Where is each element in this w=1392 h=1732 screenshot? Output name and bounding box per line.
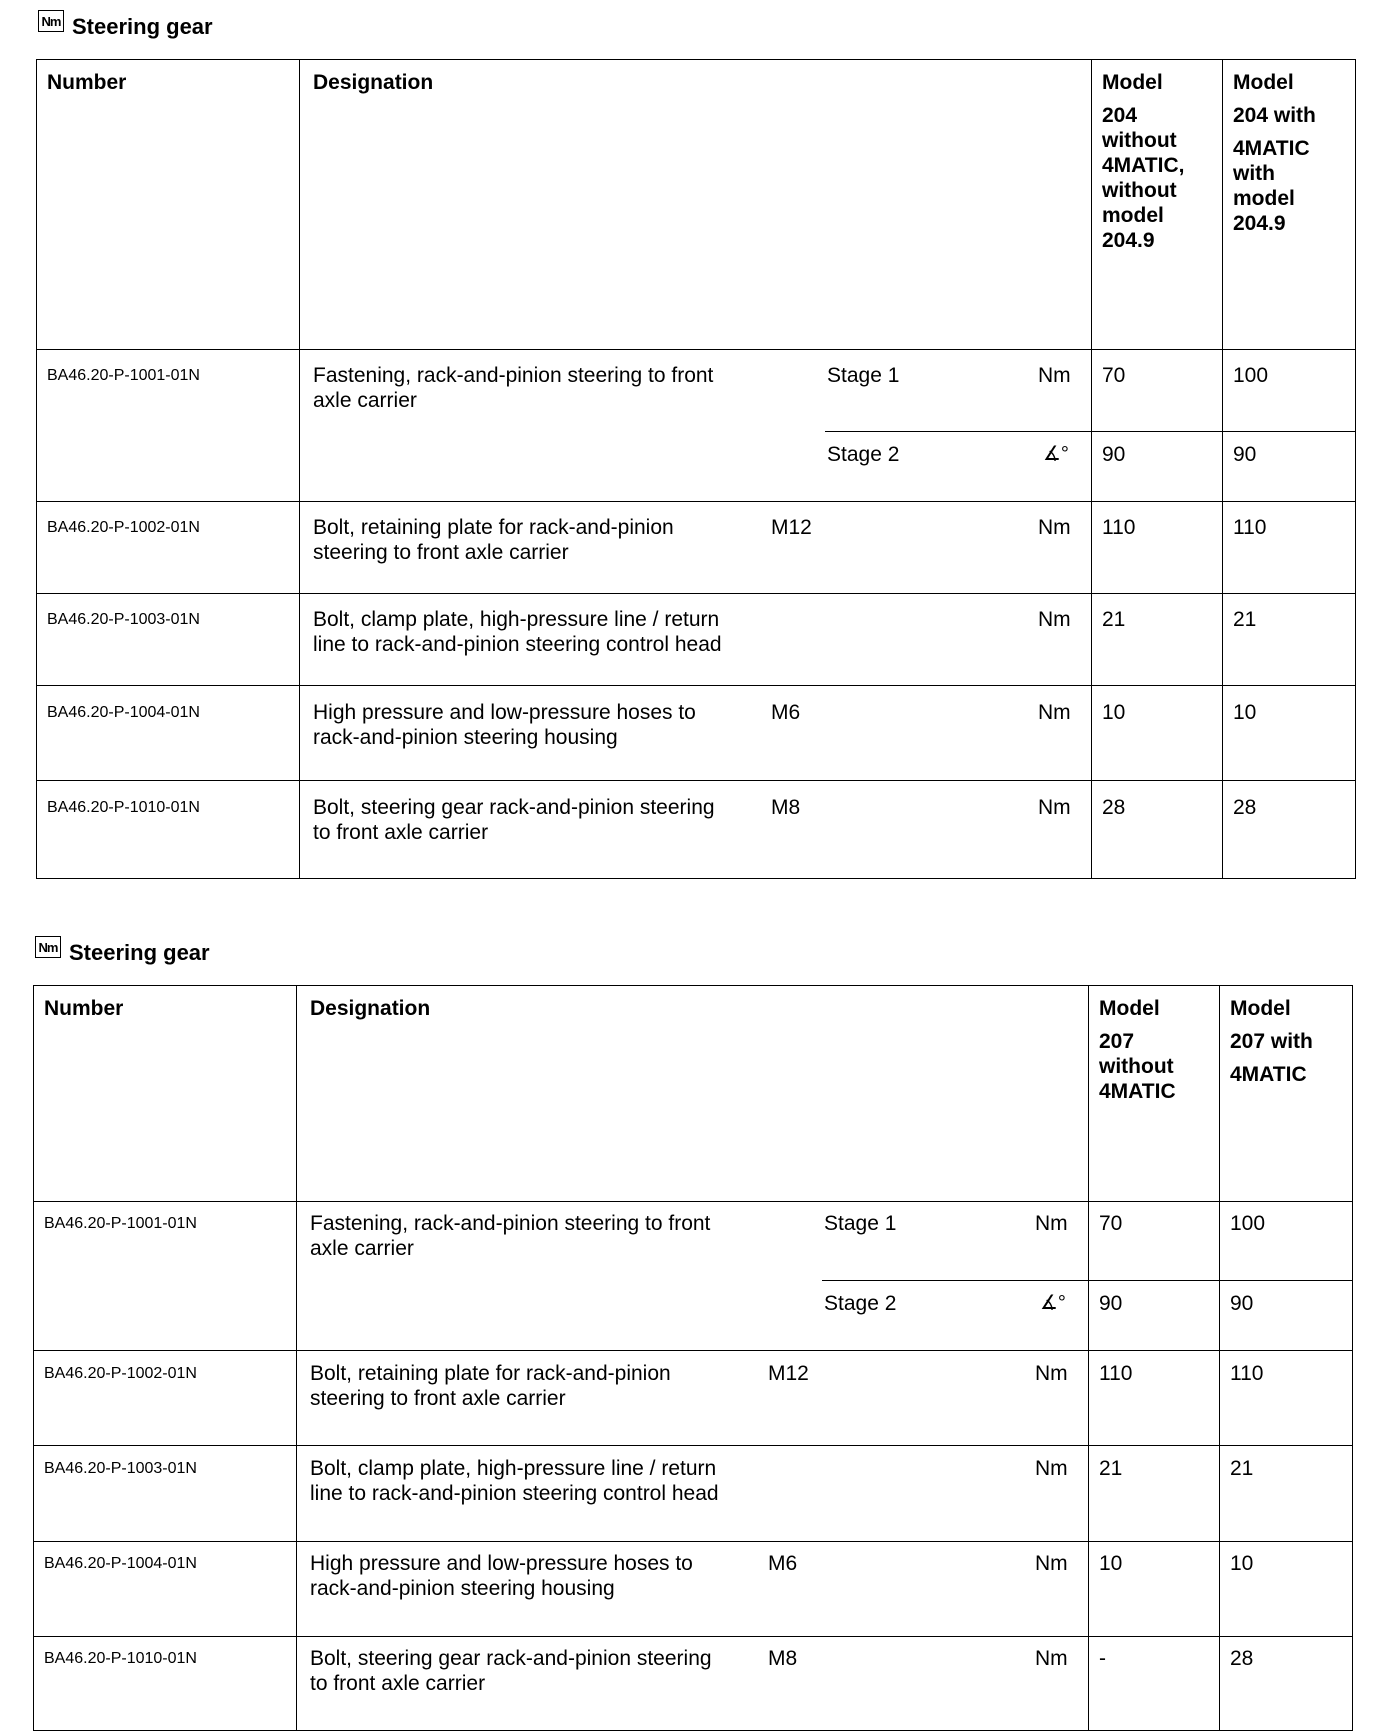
header-designation: Designation [313, 71, 434, 94]
row-unit: Nm [1035, 1212, 1068, 1235]
row-value-b: 100 [1233, 364, 1269, 387]
row-value-b: 110 [1230, 1362, 1264, 1385]
row-value-b: 28 [1233, 796, 1257, 819]
row-value-b: 10 [1230, 1552, 1254, 1575]
row-size: M6 [771, 701, 801, 724]
row-unit: Nm [1035, 1362, 1068, 1385]
header-number: Number [47, 71, 127, 94]
row-value-a: 10 [1099, 1552, 1123, 1575]
header-model-a: Model 204 without 4MATIC, without model 204.9 [1102, 71, 1185, 252]
row-value-a: 90 [1099, 1292, 1123, 1315]
row-designation: Bolt, steering gear rack-and-pinion steering to front axle carrier [310, 1647, 712, 1695]
section-title-text: Steering gear [72, 14, 213, 39]
row-number: BA46.20-P-1003-01N [44, 1460, 197, 1477]
row-unit: Nm [1038, 516, 1071, 539]
row-size: M12 [768, 1362, 809, 1385]
row-designation: High pressure and low-pressure hoses to rack-and-pinion steering housing [310, 1552, 693, 1600]
row-number: BA46.20-P-1004-01N [47, 704, 200, 721]
row-unit: Nm [1038, 608, 1071, 631]
row-number: BA46.20-P-1001-01N [44, 1215, 197, 1232]
row-value-b: 90 [1233, 443, 1257, 466]
row-stage-2: Stage 2 [824, 1292, 897, 1315]
row-designation: Bolt, retaining plate for rack-and-pinion steering to front axle carrier [310, 1362, 671, 1410]
row-value-b: 100 [1230, 1212, 1266, 1235]
section-title [35, 940, 210, 966]
row-stage-1: Stage 1 [824, 1212, 897, 1235]
row-designation: Bolt, clamp plate, high-pressure line / return line to rack-and-pinion steering control head [313, 608, 722, 656]
header-designation: Designation [310, 997, 431, 1020]
row-unit: Nm [1038, 796, 1071, 819]
row-value-a: 21 [1102, 608, 1126, 631]
angle-icon: ∡° [1040, 1292, 1066, 1314]
row-unit: Nm [1038, 364, 1071, 387]
row-value-a: 70 [1099, 1212, 1123, 1235]
row-unit: Nm [1038, 701, 1071, 724]
row-value-a: - [1099, 1647, 1106, 1670]
row-stage-2: Stage 2 [827, 443, 900, 466]
header-model-a: Model 207 without 4MATIC [1099, 997, 1176, 1103]
row-value-a: 10 [1102, 701, 1126, 724]
row-designation: Bolt, retaining plate for rack-and-pinion steering to front axle carrier [313, 516, 674, 564]
row-value-b: 10 [1233, 701, 1257, 724]
torque-table [33, 985, 1353, 1731]
row-number: BA46.20-P-1002-01N [47, 519, 200, 536]
row-size: M8 [771, 796, 801, 819]
row-stage-1: Stage 1 [827, 364, 900, 387]
row-designation: Bolt, steering gear rack-and-pinion steering to front axle carrier [313, 796, 715, 844]
header-model-b: Model 204 with 4MATIC with model 204.9 [1233, 71, 1316, 235]
row-designation: High pressure and low-pressure hoses to rack-and-pinion steering housing [313, 701, 696, 749]
row-unit: Nm [1035, 1647, 1068, 1670]
row-unit: Nm [1035, 1457, 1068, 1480]
row-number: BA46.20-P-1010-01N [44, 1650, 197, 1667]
header-number: Number [44, 997, 124, 1020]
section-title [38, 14, 213, 40]
row-value-a: 110 [1099, 1362, 1133, 1385]
row-value-a: 90 [1102, 443, 1126, 466]
row-designation: Bolt, clamp plate, high-pressure line / return line to rack-and-pinion steering control head [310, 1457, 719, 1505]
torque-table [36, 59, 1356, 879]
row-value-b: 21 [1233, 608, 1257, 631]
row-size: M6 [768, 1552, 798, 1575]
row-value-b: 21 [1230, 1457, 1254, 1480]
row-value-b: 90 [1230, 1292, 1254, 1315]
row-number: BA46.20-P-1010-01N [47, 799, 200, 816]
row-number: BA46.20-P-1001-01N [47, 367, 200, 384]
row-value-a: 70 [1102, 364, 1126, 387]
row-size: M8 [768, 1647, 798, 1670]
row-designation: Fastening, rack-and-pinion steering to front axle carrier [313, 364, 714, 412]
row-value-a: 110 [1102, 516, 1136, 539]
row-number: BA46.20-P-1003-01N [47, 611, 200, 628]
row-number: BA46.20-P-1002-01N [44, 1365, 197, 1382]
row-designation: Fastening, rack-and-pinion steering to front axle carrier [310, 1212, 711, 1260]
row-size: M12 [771, 516, 812, 539]
row-number: BA46.20-P-1004-01N [44, 1555, 197, 1572]
angle-icon: ∡° [1043, 443, 1069, 465]
row-value-a: 21 [1099, 1457, 1123, 1480]
row-value-a: 28 [1102, 796, 1126, 819]
header-model-b: Model 207 with 4MATIC [1230, 997, 1313, 1086]
row-unit: Nm [1035, 1552, 1068, 1575]
row-value-b: 28 [1230, 1647, 1254, 1670]
row-value-b: 110 [1233, 516, 1267, 539]
nm-icon: Nm [35, 936, 61, 958]
section-title-text: Steering gear [69, 940, 210, 965]
nm-icon: Nm [38, 10, 64, 32]
